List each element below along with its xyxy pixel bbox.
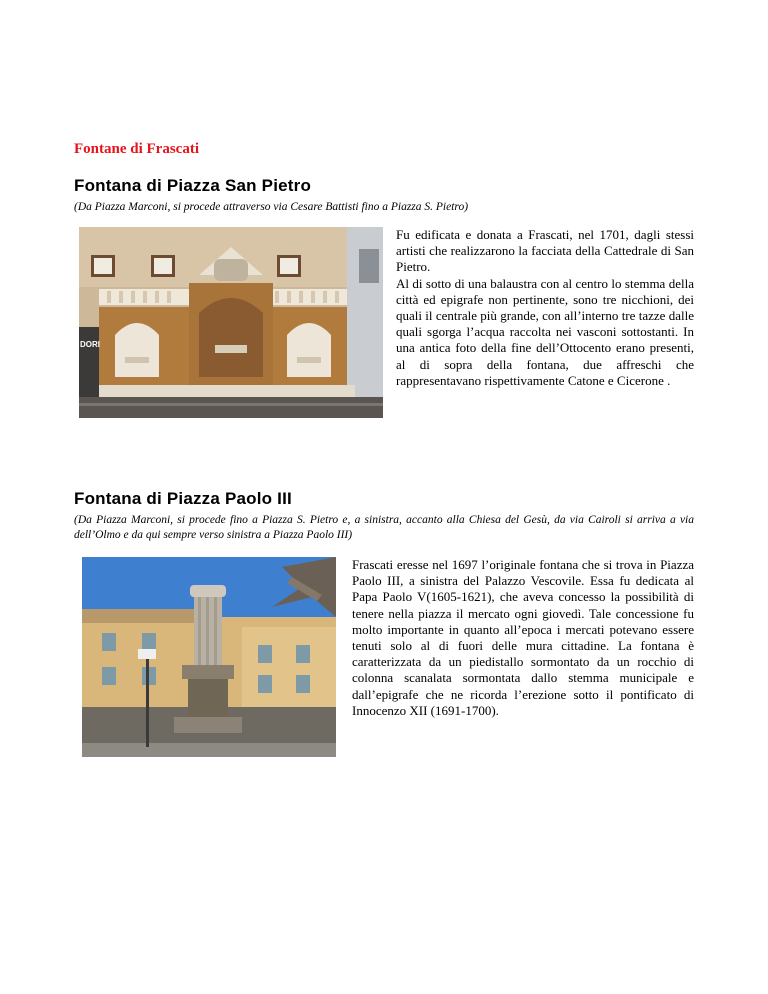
photo-fontana-san-pietro [79, 227, 383, 418]
route-note-paolo-iii: (Da Piazza Marconi, si procede fino a Piazza S. Pietro e, a sinistra, accanto alla Chiesa del Gesù, da via Cairoli si arriva a via dell’Olmo e da qui sempre verso sinistra a Piazza Paolo III) [74, 514, 694, 541]
section-heading-paolo-iii: Fontana di Piazza Paolo III [74, 489, 292, 508]
shop-sign-text: DORI [80, 340, 100, 349]
page-title: Fontane di Frascati [74, 141, 199, 157]
photo-fontana-paolo-iii [82, 557, 336, 757]
section-heading-san-pietro: Fontana di Piazza San Pietro [74, 176, 312, 195]
body-text-paolo-iii: Frascati eresse nel 1697 l’originale fontana che si trova in Piazza Paolo III, a sinistra del Palazzo Vescovile. Essa fu dedicata al Papa Paolo V(1605-1621), che aveva concesso la possibilità di tenere nella piazza il mercato ogni giovedì. Tale concessione fu molto importante in quanto all’epoca i mercati potevano essere tenuti solo al di fuori delle mura cittadine. La fontana è caratterizzata da un piedistallo sormontato da un rocchio di colonna scanalata sormontata dallo stemma municipale e dall’epigrafe che ne ricorda l’erezione sotto il pontificato di Innocenzo XII (1691-1700). [352, 557, 694, 718]
route-note-san-pietro: (Da Piazza Marconi, si procede attraverso via Cesare Battisti fino a Piazza S. Pietro) [74, 201, 469, 213]
body-text-san-pietro: Fu edificata e donata a Frascati, nel 1701, dagli stessi artisti che realizzarono la facciata della Cattedrale di San Pietro. Al di sotto di una balaustra con al centro lo stemma della città ed epigrafe non pertinente, sono tre nicchioni, dei quali il centrale più grande, con all’interno tre tazze dalle quali sgorga l’acqua raccolta nei vasconi sottostanti. In una antica foto della fine dell’Ottocento erano presenti, al di sopra della fontana, due affreschi che rappresentavano rispettivamente Catone e Cicerone . [396, 227, 694, 388]
